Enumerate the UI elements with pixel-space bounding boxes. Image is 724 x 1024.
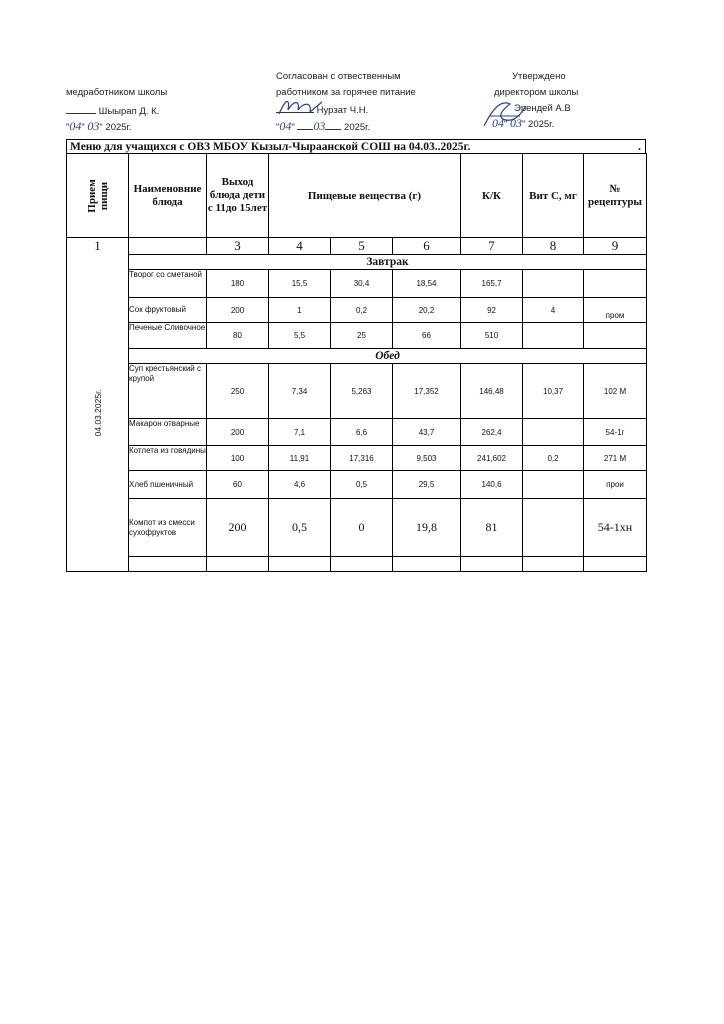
dish-name: Печеные Сливочное (129, 323, 207, 349)
menu-title-tail: . (638, 141, 641, 153)
dish-name: Сок фруктовый (129, 298, 207, 323)
dish-recipe (584, 323, 647, 349)
dish-portion: 60 (207, 471, 269, 499)
column-number: 5 (331, 238, 393, 255)
date-vertical: 04.03.2025г. (92, 389, 103, 437)
dish-portion: 200 (207, 499, 269, 557)
menu-title (66, 139, 646, 153)
table-row (67, 364, 647, 419)
dish-name: Хлеб пшеничный (129, 471, 207, 499)
dish-protein: 1 (269, 298, 331, 323)
column-number: 3 (207, 238, 269, 255)
dish-kcal: 140,6 (461, 471, 523, 499)
left-signature-line (66, 103, 96, 114)
col-meal-header: Прием пищи (67, 154, 129, 238)
dish-portion: 100 (207, 446, 269, 471)
dish-portion: 200 (207, 419, 269, 446)
table-row (67, 446, 647, 471)
approval-left: медработником школы Шыырап Д. К. "04" 03" 2025г. (66, 86, 256, 134)
dish-portion: 180 (207, 270, 269, 298)
dish-recipe (584, 270, 647, 298)
menu-title-text: Меню для учащихся с ОВЗ МБОУ Кызыл-Чыраанской СОШ на 04.03..2025г. (70, 141, 471, 153)
right-signature-scribble (480, 96, 530, 130)
dish-protein: 4,6 (269, 471, 331, 499)
table-row (67, 323, 647, 349)
dish-fat: 5,263 (331, 364, 393, 419)
dish-vitc: 0,2 (523, 446, 584, 471)
dish-kcal: 165,7 (461, 270, 523, 298)
column-number: 9 (584, 238, 647, 255)
dish-fat: 30,4 (331, 270, 393, 298)
dish-fat: 6,6 (331, 419, 393, 446)
dish-kcal: 241,602 (461, 446, 523, 471)
column-number: 7 (461, 238, 523, 255)
col-kcal-header: К/К (461, 154, 523, 238)
dish-protein: 7,34 (269, 364, 331, 419)
center-day: 04 (279, 119, 292, 133)
right-month: 03 (510, 116, 523, 130)
col-vitc-header: Вит С, мг (523, 154, 584, 238)
center-year: 2025г. (344, 122, 371, 133)
dish-vitc (523, 323, 584, 349)
col-portion-header: Выход блюда дети с 11до 15лет (207, 154, 269, 238)
dish-kcal: 92 (461, 298, 523, 323)
center-name: Нурзат Ч.Н. (316, 105, 369, 116)
dish-name: Творог со сметаной (129, 270, 207, 298)
table-row (67, 499, 647, 557)
dish-protein: 5,5 (269, 323, 331, 349)
dish-vitc: 4 (523, 298, 584, 323)
dish-kcal: 510 (461, 323, 523, 349)
dish-carbs: 9,503 (393, 446, 461, 471)
dish-vitc (523, 499, 584, 557)
dish-recipe: прои (584, 471, 647, 499)
dish-fat: 25 (331, 323, 393, 349)
dish-name: Котлета из говядины (129, 446, 207, 471)
col-nutrients-header: Пищевые вещества (г) (269, 154, 461, 238)
dish-recipe: пром (584, 298, 647, 323)
dish-fat: 17,316 (331, 446, 393, 471)
empty-row (67, 557, 647, 572)
lunch-section-row (67, 349, 647, 364)
left-name: Шыырап Д. К. (98, 106, 160, 117)
dish-recipe: 54-1г (584, 419, 647, 446)
table-row (67, 471, 647, 499)
right-year: 2025г. (528, 119, 555, 130)
left-year: 2025г. (105, 122, 132, 133)
column-number-row (67, 238, 647, 255)
table-row (67, 298, 647, 323)
column-number: 6 (393, 238, 461, 255)
right-line1: Утверждено (512, 71, 566, 82)
approval-right: Утверждено директором школы Эрендей А.В 04" 03" 2025г. (484, 70, 644, 131)
column-number (129, 238, 207, 255)
dish-carbs: 29,5 (393, 471, 461, 499)
left-day: 04 (69, 119, 82, 133)
dish-vitc (523, 419, 584, 446)
dish-vitc (523, 471, 584, 499)
date-cell (67, 255, 129, 572)
dish-carbs: 18,54 (393, 270, 461, 298)
center-signature-scribble (276, 96, 326, 118)
col-recipe-header: № рецептуры (584, 154, 647, 238)
dish-recipe: 102 М (584, 364, 647, 419)
dish-kcal: 146,48 (461, 364, 523, 419)
dish-name: Компот из смесси сухофруктов (129, 499, 207, 557)
right-line2: директором школы (494, 87, 579, 98)
column-number: 8 (523, 238, 584, 255)
dish-name: Суп крестьянский с крупой (129, 364, 207, 419)
dish-kcal: 262,4 (461, 419, 523, 446)
dish-fat: 0,5 (331, 471, 393, 499)
dish-fat: 0,2 (331, 298, 393, 323)
left-month: 03 (87, 119, 100, 133)
dish-name: Макарон отварные (129, 419, 207, 446)
dish-protein: 15,5 (269, 270, 331, 298)
approval-center: Согласован с отвественным работником за горячее питание Нурзат Ч.Н. "04" 03 2025г. (276, 70, 466, 134)
column-number: 4 (269, 238, 331, 255)
dish-portion: 80 (207, 323, 269, 349)
dish-recipe: 271 М (584, 446, 647, 471)
dish-protein: 11,91 (269, 446, 331, 471)
right-day: 04 (492, 116, 504, 130)
breakfast-section-label: Завтрак (129, 255, 647, 270)
dish-kcal: 81 (461, 499, 523, 557)
col-name-header: Наименовние блюда (129, 154, 207, 238)
dish-vitc: 10,37 (523, 364, 584, 419)
lunch-section-label: Обед (129, 349, 647, 364)
center-month: 03 (313, 119, 326, 133)
dish-fat: 0 (331, 499, 393, 557)
left-title: медработником школы (66, 87, 168, 98)
menu-table (66, 153, 647, 572)
center-line1: Согласован с отвественным (276, 71, 401, 82)
dish-protein: 7,1 (269, 419, 331, 446)
dish-vitc (523, 270, 584, 298)
right-name: Эрендей А.В (514, 103, 571, 114)
table-row (67, 270, 647, 298)
dish-recipe: 54-1хн (584, 499, 647, 557)
breakfast-section-row (67, 255, 647, 270)
dish-protein: 0,5 (269, 499, 331, 557)
center-line2: работником за горячее питание (276, 87, 416, 98)
dish-portion: 200 (207, 298, 269, 323)
column-number: 1 (67, 238, 129, 255)
dish-carbs: 17,352 (393, 364, 461, 419)
dish-carbs: 66 (393, 323, 461, 349)
dish-portion: 250 (207, 364, 269, 419)
dish-carbs: 43,7 (393, 419, 461, 446)
dish-carbs: 20,2 (393, 298, 461, 323)
dish-carbs: 19,8 (393, 499, 461, 557)
table-row (67, 419, 647, 446)
